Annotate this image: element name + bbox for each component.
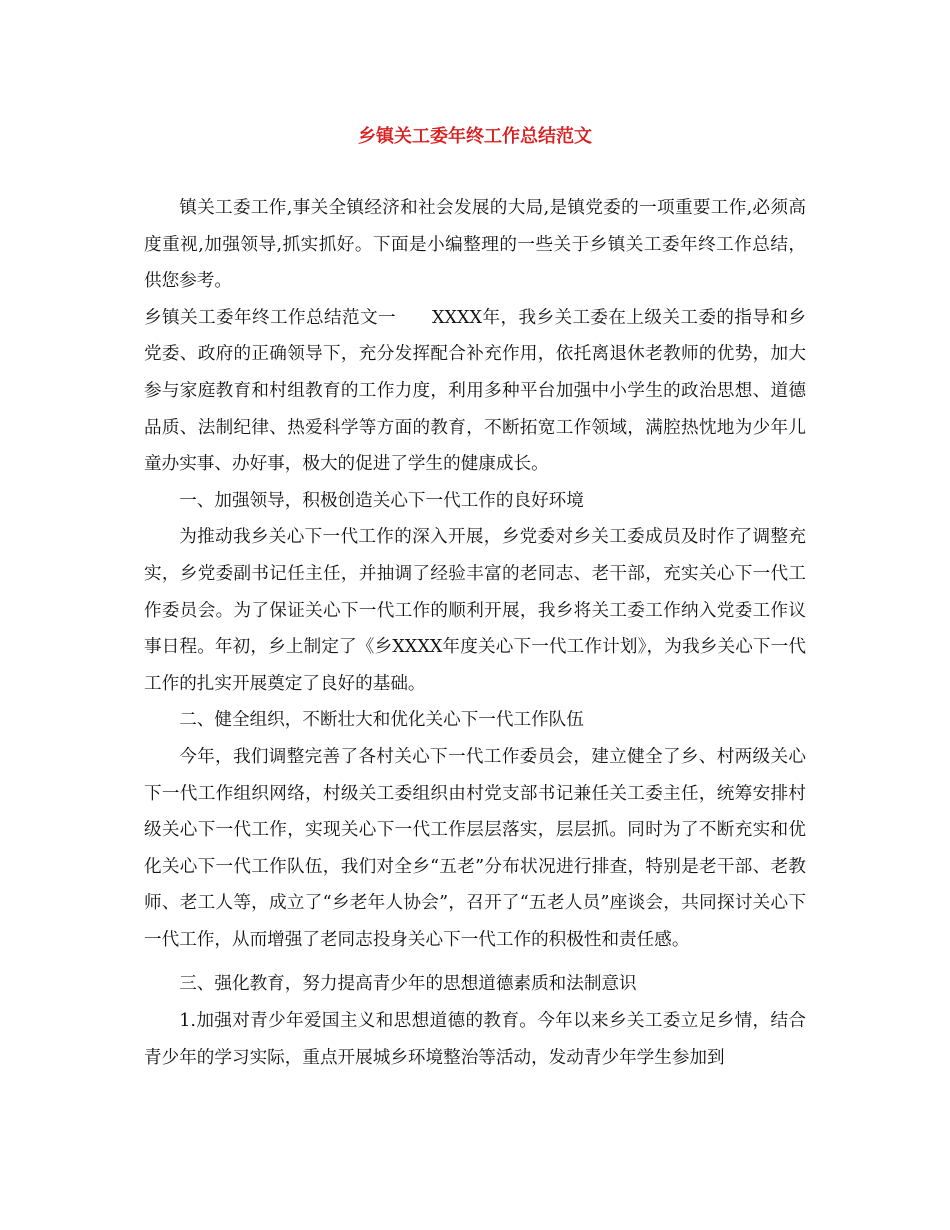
body-paragraph: 今年，我们调整完善了各村关心下一代工作委员会，建立健全了乡、村两级关心下一代工作组织网络，村级关工委组织由村党支部书记兼任关工委主任，统筹安排村级关心下一代工作，实现关心下一代工作层层落实，层层抓。同时为了不断充实和优化关心下一代工作队伍，我们对全乡“五老”分布状况进行排查，特别是老干部、老教师、老工人等，成立了“乡老年人协会”，召开了“五老人员”座谈会，共同探讨关心下一代工作，从而增强了老同志投身关心下一代工作的积极性和责任感。: [144, 746, 806, 950]
body-paragraph: 乡镇关工委年终工作总结范文一 XXXX年，我乡关工委在上级关工委的指导和乡党委、政府的正确领导下，充分发挥配合补充作用，依托离退休老教师的优势，加大参与家庭教育和村组教育的工作力度，利用多种平台加强中小学生的政治思想、道德品质、法制纪律、热爱科学等方面的教育，不断拓宽工作领域，满腔热忱地为少年儿童办实事、办好事，极大的促进了学生的健康成长。: [144, 307, 806, 475]
body-paragraph: 1.加强对青少年爱国主义和思想道德的教育。今年以来乡关工委立足乡情，结合青少年的学习实际，重点开展城乡环境整治等活动，发动青少年学生参加到: [144, 1011, 806, 1068]
section-heading: 二、健全组织，不断壮大和优化关心下一代工作队伍: [179, 710, 584, 731]
intro-paragraph: 镇关工委工作,事关全镇经济和社会发展的大局,是镇党委的一项重要工作,必须高度重视,加强领导,抓实抓好。下面是小编整理的一些关于乡镇关工委年终工作总结，供您参考。: [144, 198, 806, 292]
section-heading: 一、加强领导，积极创造关心下一代工作的良好环境: [179, 490, 584, 511]
section-heading: 三、强化教育，努力提高青少年的思想道德素质和法制意识: [179, 974, 637, 995]
document-title: 乡镇关工委年终工作总结范文: [358, 126, 592, 147]
document-body: [144, 190, 806, 1076]
body-paragraph: 为推动我乡关心下一代工作的深入开展，乡党委对乡关工委成员及时作了调整充实，乡党委副书记任主任，并抽调了经验丰富的老同志、老干部，充实关心下一代工作委员会。为了保证关心下一代工作的顺利开展，我乡将关工委工作纳入党委工作议事日程。年初，乡上制定了《乡XXXX年度关心下一代工作计划》，为我乡关心下一代工作的扎实开展奠定了良好的基础。: [144, 527, 806, 694]
